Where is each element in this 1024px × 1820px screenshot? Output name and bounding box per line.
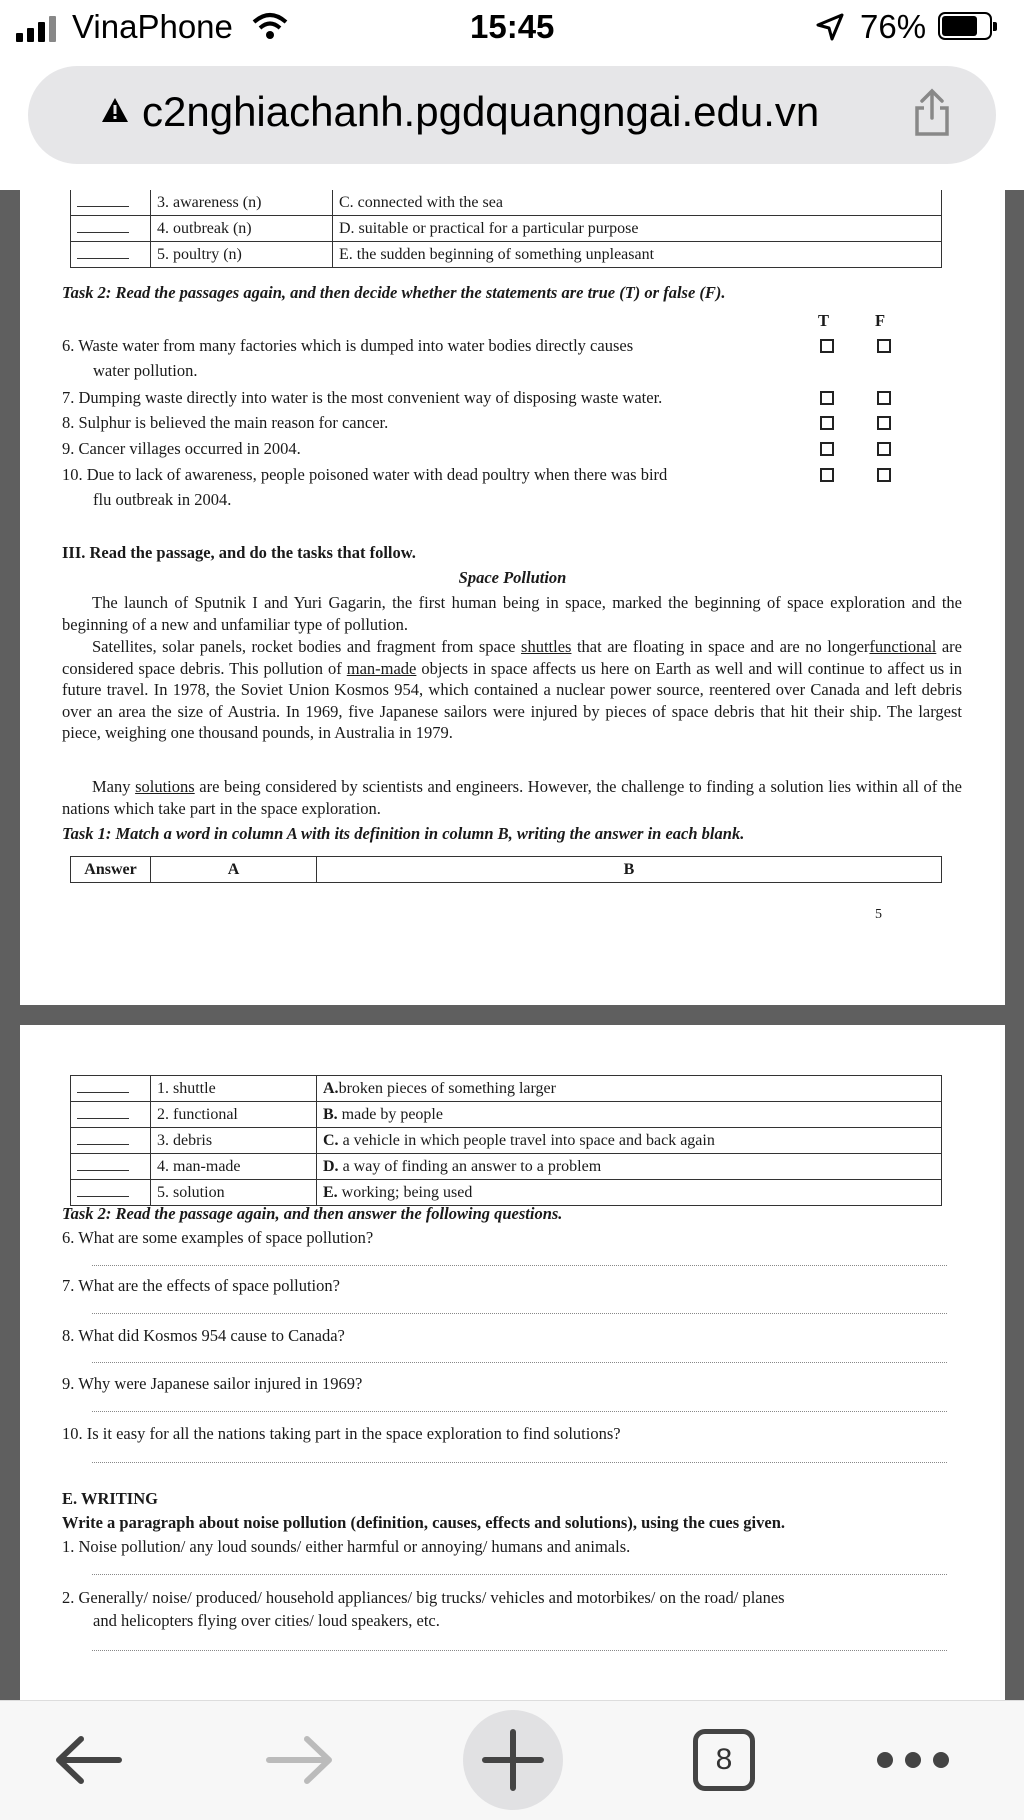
table-row: 3. debris C. a vehicle in which people travel into space and back again bbox=[71, 1128, 942, 1154]
back-arrow-icon bbox=[53, 1735, 123, 1785]
carrier-name: VinaPhone bbox=[72, 8, 233, 45]
answer-line bbox=[92, 1313, 947, 1314]
more-dots-icon bbox=[873, 1750, 953, 1770]
menu-button[interactable] bbox=[868, 1715, 958, 1805]
statement-7: 7. Dumping waste directly into water is the most convenient way of disposing waste water. bbox=[62, 388, 663, 407]
table-cell: 5. poultry (n) bbox=[151, 242, 333, 268]
browser-toolbar bbox=[0, 1700, 1024, 1820]
checkbox-6-t bbox=[820, 339, 834, 353]
passage-title: Space Pollution bbox=[458, 568, 567, 587]
question-10: 10. Is it easy for all the nations taking part in the space exploration to find solutions? bbox=[62, 1424, 621, 1443]
checkbox-10-f bbox=[877, 468, 891, 482]
header-a: A bbox=[151, 857, 317, 883]
url-text[interactable]: c2nghiachanh.pgdquangngai.edu.vn bbox=[142, 88, 820, 135]
task1-heading: Task 1: Match a word in column A with its definition in column B, writing the answer in each blank. bbox=[62, 824, 745, 843]
address-bar[interactable] bbox=[28, 66, 996, 164]
table-row: 1. shuttle A.broken pieces of something larger bbox=[71, 1076, 942, 1102]
forward-button[interactable] bbox=[255, 1715, 345, 1805]
tab-count: 8 bbox=[715, 1743, 733, 1776]
answer-line bbox=[92, 1362, 947, 1363]
back-button[interactable] bbox=[43, 1715, 133, 1805]
table-cell: D. suitable or practical for a particular purpose bbox=[333, 216, 942, 242]
forward-arrow-icon bbox=[265, 1735, 335, 1785]
writing-cue-1: 1. Noise pollution/ any loud sounds/ either harmful or annoying/ humans and animals. bbox=[62, 1537, 631, 1556]
checkbox-7-t bbox=[820, 391, 834, 405]
passage-paragraph-1: The launch of Sputnik I and Yuri Gagarin, the first human being in space, marked the beginning of space exploration and the beginning of a new and unfamiliar type of pollution. bbox=[62, 593, 962, 634]
checkbox-8-t bbox=[820, 416, 834, 430]
checkbox-8-f bbox=[877, 416, 891, 430]
match-table-header bbox=[70, 856, 942, 883]
signal-icon bbox=[16, 14, 56, 42]
statement-10-cont: flu outbreak in 2004. bbox=[93, 490, 232, 509]
statement-10: 10. Due to lack of awareness, people poisoned water with dead poultry when there was bird bbox=[62, 465, 668, 484]
checkbox-7-f bbox=[877, 391, 891, 405]
answer-line bbox=[92, 1265, 947, 1266]
table-cell: 3. awareness (n) bbox=[151, 190, 333, 216]
writing-instruction: Write a paragraph about noise pollution (definition, causes, effects and solutions), using the cues given. bbox=[62, 1513, 786, 1532]
statement-6-cont: water pollution. bbox=[93, 361, 198, 380]
writing-cue-2-cont: and helicopters flying over cities/ loud speakers, etc. bbox=[93, 1611, 440, 1630]
clock: 15:45 bbox=[470, 8, 555, 45]
answer-line bbox=[92, 1650, 947, 1651]
table-cell: E. the sudden beginning of something unpleasant bbox=[333, 242, 942, 268]
header-answer: Answer bbox=[71, 857, 151, 883]
answer-line bbox=[92, 1462, 947, 1463]
task2-questions-heading: Task 2: Read the passage again, and then answer the following questions. bbox=[62, 1204, 563, 1223]
new-tab-button[interactable] bbox=[463, 1710, 563, 1810]
writing-heading: E. WRITING bbox=[62, 1489, 158, 1508]
table-row: 2. functional B. made by people bbox=[71, 1102, 942, 1128]
wifi-icon bbox=[252, 12, 288, 40]
plus-icon bbox=[481, 1728, 545, 1792]
question-8: 8. What did Kosmos 954 cause to Canada? bbox=[62, 1326, 345, 1345]
table-row: 5. solution E. working; being used bbox=[71, 1180, 942, 1206]
pdf-viewer[interactable] bbox=[0, 190, 1024, 1700]
writing-cue-2: 2. Generally/ noise/ produced/ household appliances/ big trucks/ vehicles and motorbikes/ on the road/ planes bbox=[62, 1588, 785, 1607]
checkbox-6-f bbox=[877, 339, 891, 353]
statement-9: 9. Cancer villages occurred in 2004. bbox=[62, 439, 301, 458]
table-row: 4. man-made D. a way of finding an answer to a problem bbox=[71, 1154, 942, 1180]
answer-line bbox=[92, 1574, 947, 1575]
checkbox-9-f bbox=[877, 442, 891, 456]
tf-header-f: F bbox=[875, 311, 886, 330]
document-page-6 bbox=[20, 1025, 1005, 1700]
battery-icon bbox=[938, 12, 992, 40]
page-number: 5 bbox=[875, 907, 882, 922]
table-cell: 4. outbreak (n) bbox=[151, 216, 333, 242]
vocab-match-table-top bbox=[70, 190, 942, 268]
answer-line bbox=[92, 1411, 947, 1412]
section-iii-heading: III. Read the passage, and do the tasks that follow. bbox=[62, 543, 416, 562]
status-bar bbox=[0, 0, 1024, 56]
battery-percent: 76% bbox=[860, 8, 927, 45]
tf-header-t: T bbox=[818, 311, 830, 330]
statement-6: 6. Waste water from many factories which is dumped into water bodies directly causes bbox=[62, 336, 634, 355]
document-page-5 bbox=[20, 190, 1005, 1005]
header-b: B bbox=[317, 857, 942, 883]
task2-heading: Task 2: Read the passages again, and then decide whether the statements are true (T) or false (F). bbox=[62, 283, 726, 302]
share-icon[interactable] bbox=[912, 88, 952, 138]
passage-paragraph-2: Satellites, solar panels, rocket bodies and fragment from space shuttles that are floating in space and are no longerfunctional are considered space debris. This pollution of man-made objects in space affects us here on Earth as well and will continue to affect us in future travel. In 1978, the Soviet Union Kosmos 954, which contained a nuclear power source, reentered over Canada and left debris over an area the size of Austria. In 1969, five Japanese sailors were injured by pieces of space debris that hit their ship. The largest piece, weighing one thousand pounds, in Australia in 1979. bbox=[62, 637, 963, 742]
tabs-button[interactable] bbox=[679, 1715, 769, 1805]
tabs-icon bbox=[693, 1729, 755, 1791]
question-7: 7. What are the effects of space pollution? bbox=[62, 1276, 340, 1295]
vocab-match-table bbox=[70, 1075, 942, 1206]
passage-paragraph-3: Many solutions are being considered by scientists and engineers. However, the challenge to finding a solution lies within all of the nations which take part in the space exploration. bbox=[62, 777, 963, 818]
location-arrow-icon bbox=[815, 12, 845, 42]
question-9: 9. Why were Japanese sailor injured in 1969? bbox=[62, 1374, 363, 1393]
question-6: 6. What are some examples of space pollution? bbox=[62, 1228, 374, 1247]
table-cell: C. connected with the sea bbox=[333, 190, 942, 216]
warning-icon bbox=[100, 96, 130, 124]
checkbox-10-t bbox=[820, 468, 834, 482]
statement-8: 8. Sulphur is believed the main reason for cancer. bbox=[62, 413, 389, 432]
checkbox-9-t bbox=[820, 442, 834, 456]
